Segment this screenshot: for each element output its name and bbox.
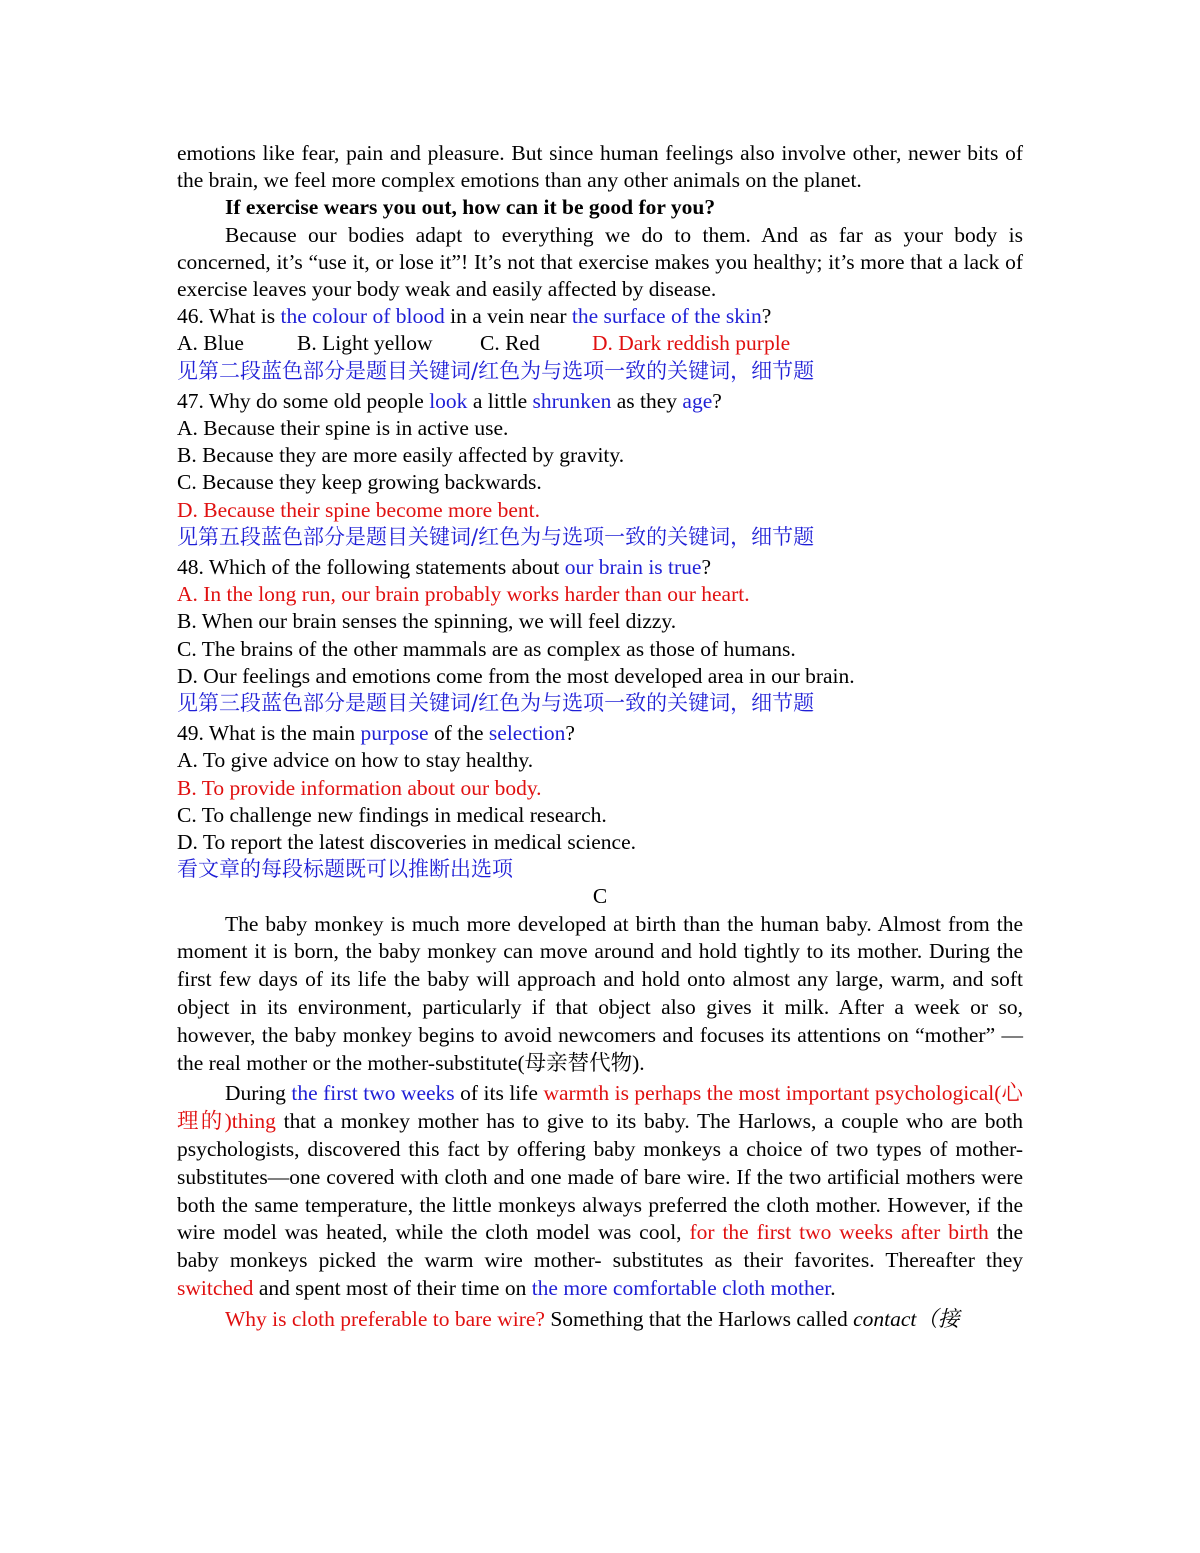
option-d-answer: D. Because their spine become more bent. xyxy=(177,497,540,522)
option-a-answer: A. In the long run, our brain probably works harder than our heart. xyxy=(177,582,750,607)
option-c: C. The brains of the other mammals are as complex as those of humans. xyxy=(177,636,796,661)
option-c: C. Because they keep growing backwards. xyxy=(177,470,542,495)
paragraph-c2: During the first two weeks of its life warmth is perhaps the most important psychological(心理的)thing that a monkey mother has to give to its baby. The Harlows, a couple who are both psychologists, discovered this fact by offering baby monkeys a choice of two types of mother- substitutes—one covered with cloth and one made of bare wire. If the two artificial mothers were both the same temperature, the little monkeys always preferred the cloth mother. However, if the wire model was heated, while the cloth model was cool, for the first two weeks after birth the baby monkeys picked the warm wire mother- substitutes as their favorites. Thereafter they switched and spent most of their time on the more comfortable cloth mother. xyxy=(177,1081,1023,1301)
option-c: C. Red xyxy=(480,331,540,356)
answer-note: 看文章的每段标题既可以推断出选项 xyxy=(177,857,513,882)
keyword: shrunken xyxy=(532,388,612,413)
paragraph-emotions: emotions like fear, pain and pleasure. But since human feelings also involve other, newer bits of the brain, we feel more complex emotions than any other animals on the planet. xyxy=(177,141,1023,193)
highlight-red: switched xyxy=(177,1276,254,1301)
keyword: our brain is true xyxy=(564,555,702,580)
highlight-blue: the first two weeks xyxy=(291,1081,455,1106)
question-47: 47. Why do some old people look a little shrunken as they age? xyxy=(177,388,722,413)
question-48: 48. Which of the following statements about our brain is true? xyxy=(177,555,712,580)
keyword: age xyxy=(682,388,713,413)
highlight-red: for the first two weeks after birth xyxy=(689,1220,989,1245)
keyword: the surface of the skin xyxy=(571,304,762,329)
answer-note: 见第三段蓝色部分是题目关键词/红色为与选项一致的关键词，细节题 xyxy=(177,691,815,716)
option-b-answer: B. To provide information about our body. xyxy=(177,775,542,800)
highlight-red: warmth is perhaps the most important psychological(心理的)thing xyxy=(177,1081,1023,1134)
question-46: 46. What is the colour of blood in a vein near the surface of the skin? xyxy=(177,304,772,329)
paragraph-exercise: Because our bodies adapt to everything we do to them. And as far as your body is concerned, it’s “use it, or lose it”! It’s not that exercise makes you healthy; it’s more that a lack of exercise leaves your body weak and easily affected by disease. xyxy=(177,222,1023,302)
document-page xyxy=(177,140,1023,1333)
paragraph-c3: Why is cloth preferable to bare wire? Something that the Harlows called contact（接 xyxy=(225,1306,960,1331)
option-d: D. Our feelings and emotions come from the most developed area in our brain. xyxy=(177,663,855,688)
question-49: 49. What is the main purpose of the selection? xyxy=(177,721,575,746)
paragraph-c1: The baby monkey is much more developed at birth than the human baby. Almost from the moment it is born, the baby monkey can move around and hold tightly to its mother. During the first few days of its life the baby will approach and hold onto almost any large, warm, and soft object in its environment, particularly if that object also gives it milk. After a week or so, however, the baby monkey begins to avoid newcomers and focuses its attentions on “mother” —the real mother or the mother-substitute(母亲替代物). xyxy=(177,911,1023,1075)
highlight-red: Why is cloth preferable to bare wire? xyxy=(225,1306,545,1331)
option-a: A. To give advice on how to stay healthy. xyxy=(177,748,534,773)
highlight-blue: the more comfortable cloth mother xyxy=(531,1276,831,1301)
option-c: C. To challenge new findings in medical research. xyxy=(177,802,607,827)
question-46-options xyxy=(177,330,1023,357)
option-d: D. To report the latest discoveries in medical science. xyxy=(177,830,636,855)
answer-note: 见第五段蓝色部分是题目关键词/红色为与选项一致的关键词，细节题 xyxy=(177,524,815,549)
option-b: B. Because they are more easily affected by gravity. xyxy=(177,443,625,468)
keyword: the colour of blood xyxy=(280,304,445,329)
keyword: selection xyxy=(488,721,566,746)
heading-exercise: If exercise wears you out, how can it be good for you? xyxy=(225,195,716,220)
option-b: B. Light yellow xyxy=(297,331,433,356)
keyword: purpose xyxy=(360,721,429,746)
option-a: A. Blue xyxy=(177,331,244,356)
answer-note: 见第二段蓝色部分是题目关键词/红色为与选项一致的关键词，细节题 xyxy=(177,358,815,383)
keyword: look xyxy=(429,388,468,413)
option-d-answer: D. Dark reddish purple xyxy=(592,331,791,356)
option-b: B. When our brain senses the spinning, we will feel dizzy. xyxy=(177,609,677,634)
option-a: A. Because their spine is in active use. xyxy=(177,416,509,441)
section-heading: C xyxy=(592,884,608,909)
